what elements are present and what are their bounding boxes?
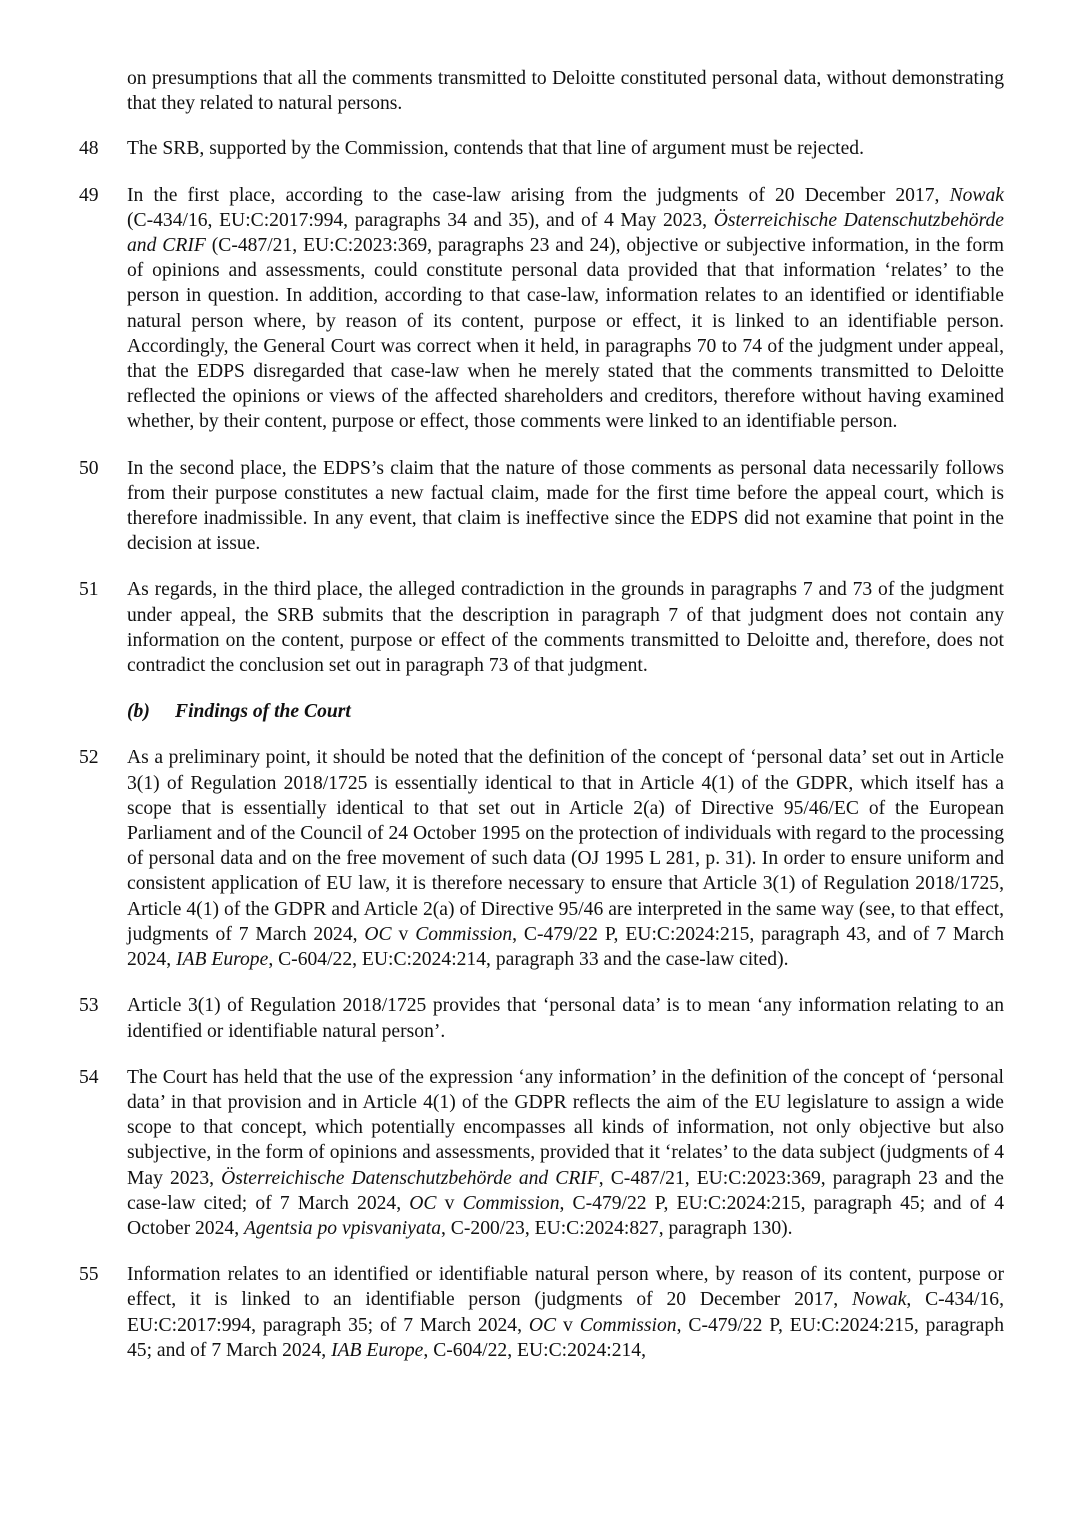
case-name-italic: Österreichische Datenschutzbehörde and CRIF: [127, 209, 1005, 257]
paragraph-number: 51: [79, 579, 99, 601]
text-segment: , C‑479/22 P, EU:C:2024:215, paragraph 43, and of 7 March 2024,: [127, 923, 1004, 971]
text-segment: v: [436, 1192, 463, 1214]
text-segment: (C‑487/21, EU:C:2023:369, paragraphs 23 and 24), objective or subjective information, in the form of opinions and assessments, could constitute personal data provided that that information ‘relates’ to the person in question. In addition, according to that case-law, information relates to an identified or identifiable natural person where, by reason of its content, purpose or effect, it is linked to an identifiable person. Accordingly, the General Court was correct when it held, in paragraphs 70 to 74 of the judgment under appeal, that the EDPS disregarded that case-law when he merely stated that the comments transmitted to Deloitte reflected the opinions or views of the affected shareholders and creditors, therefore without having examined whether, by their content, purpose or effect, those comments were linked to an identifiable person.: [127, 235, 1004, 433]
case-name-italic: Commission: [462, 1192, 560, 1214]
paragraph-49: [79, 183, 1005, 435]
case-name-italic: Nowak: [949, 184, 1004, 206]
text-segment: As a preliminary point, it should be noted that the definition of the concept of ‘personal data’ set out in Article 3(1) of Regulation 2018/1725 is essentially identical to that in Article 4(1) of the GDPR, which itself has a scope that is essentially identical to that set out in Article 2(a) of Directive 95/46/EC of the European Parliament and of the Council of 24 October 1995 on the protection of individuals with regard to the processing of personal data and on the free movement of such data (OJ 1995 L 281, p. 31). In order to ensure uniform and consistent application of EU law, it is therefore necessary to ensure that Article 3(1) of Regulation 2018/1725, Article 4(1) of the GDPR and Article 2(a) of Directive 95/46 are interpreted in the same way (see, to that effect, judgments of 7 March 2024,: [127, 747, 1004, 945]
paragraph-53: [79, 993, 1004, 1043]
paragraph-body: [127, 745, 1004, 972]
case-name-italic: Nowak: [851, 1289, 907, 1311]
section-heading: [127, 699, 1080, 724]
paragraph-number: 48: [79, 138, 99, 160]
paragraph-number: 49: [79, 184, 99, 206]
paragraph-number: 55: [79, 1264, 99, 1286]
paragraph-55: [79, 1262, 1004, 1363]
text-segment: , C‑200/23, EU:C:2024:827, paragraph 130).: [441, 1217, 793, 1239]
text-segment: Information relates to an identified or identifiable natural person where, by reason of its content, purpose or effect, it is linked to an identifiable person (judgments of 20 December 2017,: [127, 1264, 1004, 1311]
paragraph-50: [79, 456, 1004, 557]
text-segment: (C‑434/16, EU:C:2017:994, paragraphs 34 and 35), and of 4 May 2023,: [127, 209, 714, 231]
paragraph-number: 54: [79, 1066, 99, 1088]
paragraph-number: 53: [79, 995, 99, 1017]
case-name-italic: Commission: [579, 1314, 677, 1336]
case-name-italic: Commission: [415, 923, 513, 945]
case-name-italic: OC: [364, 923, 392, 945]
text-segment: As regards, in the third place, the alleged contradiction in the grounds in paragraphs 7 and 73 of the judgment under appeal, the SRB submits that the description in paragraph 7 of that judgment does not contain any information on the content, purpose or effect of the comments transmitted to Deloitte and, therefore, does not contradict the conclusion set out in paragraph 73 of that judgment.: [127, 579, 1004, 677]
paragraph-body: [127, 456, 1004, 557]
continuation-body: on presumptions that all the comments transmitted to Deloitte constituted personal data, without demonstrating that they related to natural persons.: [127, 68, 1004, 115]
text-segment: In the first place, according to the case-law arising from the judgments of 20 December 2017,: [127, 184, 950, 206]
case-name-italic: IAB Europe: [175, 949, 269, 971]
text-segment: The SRB, supported by the Commission, contends that that line of argument must be rejected.: [127, 138, 865, 160]
text-segment: , C‑434/16, EU:C:2017:994, paragraph 35; of 7 March 2024,: [127, 1289, 1004, 1336]
paragraph-54: [79, 1065, 1004, 1241]
paragraph-body: [127, 136, 1004, 161]
paragraph-51: [79, 577, 1004, 678]
text-segment: , C‑479/22 P, EU:C:2024:215, paragraph 45; and of 7 March 2024,: [127, 1314, 1004, 1361]
text-segment: In the second place, the EDPS’s claim that the nature of those comments as personal data necessarily follows from their purpose constitutes a new factual claim, made for the first time before the appeal court, which is therefore inadmissible. In any event, that claim is ineffective since the EDPS did not examine that point in the decision at issue.: [127, 457, 1004, 555]
case-name-italic: Agentsia po vpisvaniyata: [244, 1217, 441, 1239]
case-name-italic: Österreichische Datenschutzbehörde and CRIF: [221, 1167, 599, 1189]
text-segment: v: [556, 1314, 580, 1336]
text-segment: , C‑479/22 P, EU:C:2024:215, paragraph 45; and of 4 October 2024,: [127, 1192, 1004, 1239]
text-segment: , C‑604/22, EU:C:2024:214, paragraph 33 and the case-law cited).: [268, 949, 789, 971]
paragraph-number: 52: [79, 747, 99, 769]
section-heading-title: Findings of the Court: [175, 701, 351, 723]
paragraph-48: [79, 136, 1004, 161]
text-segment: Article 3(1) of Regulation 2018/1725 provides that ‘personal data’ is to mean ‘any information relating to an identified or identifiable natural person’.: [127, 995, 1004, 1042]
continuation-text: [127, 66, 1004, 116]
text-segment: v: [391, 923, 416, 945]
text-segment: , C‑604/22, EU:C:2024:214,: [423, 1339, 647, 1361]
paragraph-body: [127, 577, 1004, 678]
paragraph-body: [127, 993, 1004, 1043]
case-name-italic: OC: [409, 1192, 437, 1214]
paragraph-body: [127, 1065, 1004, 1241]
text-segment: , C‑487/21, EU:C:2023:369, paragraph 23 and the case-law cited; of 7 March 2024,: [127, 1167, 1004, 1214]
paragraph-body: [127, 1262, 1004, 1363]
paragraph-number: 50: [79, 457, 99, 479]
section-heading-label: (b): [127, 701, 150, 723]
case-name-italic: IAB Europe: [331, 1339, 424, 1361]
case-name-italic: OC: [528, 1314, 557, 1336]
paragraph-body: [127, 183, 1004, 435]
text-segment: The Court has held that the use of the expression ‘any information’ in the definition of the concept of ‘personal data’ in that provision and in Article 4(1) of the GDPR reflects the aim of the EU legislature to assign a wide scope to that concept, which potentially encompasses all kinds of information, not only objective but also subjective, in the form of opinions and assessments, provided that it ‘relates’ to the data subject (judgments of 4 May 2023,: [127, 1066, 1004, 1189]
paragraph-52: [79, 745, 1004, 972]
